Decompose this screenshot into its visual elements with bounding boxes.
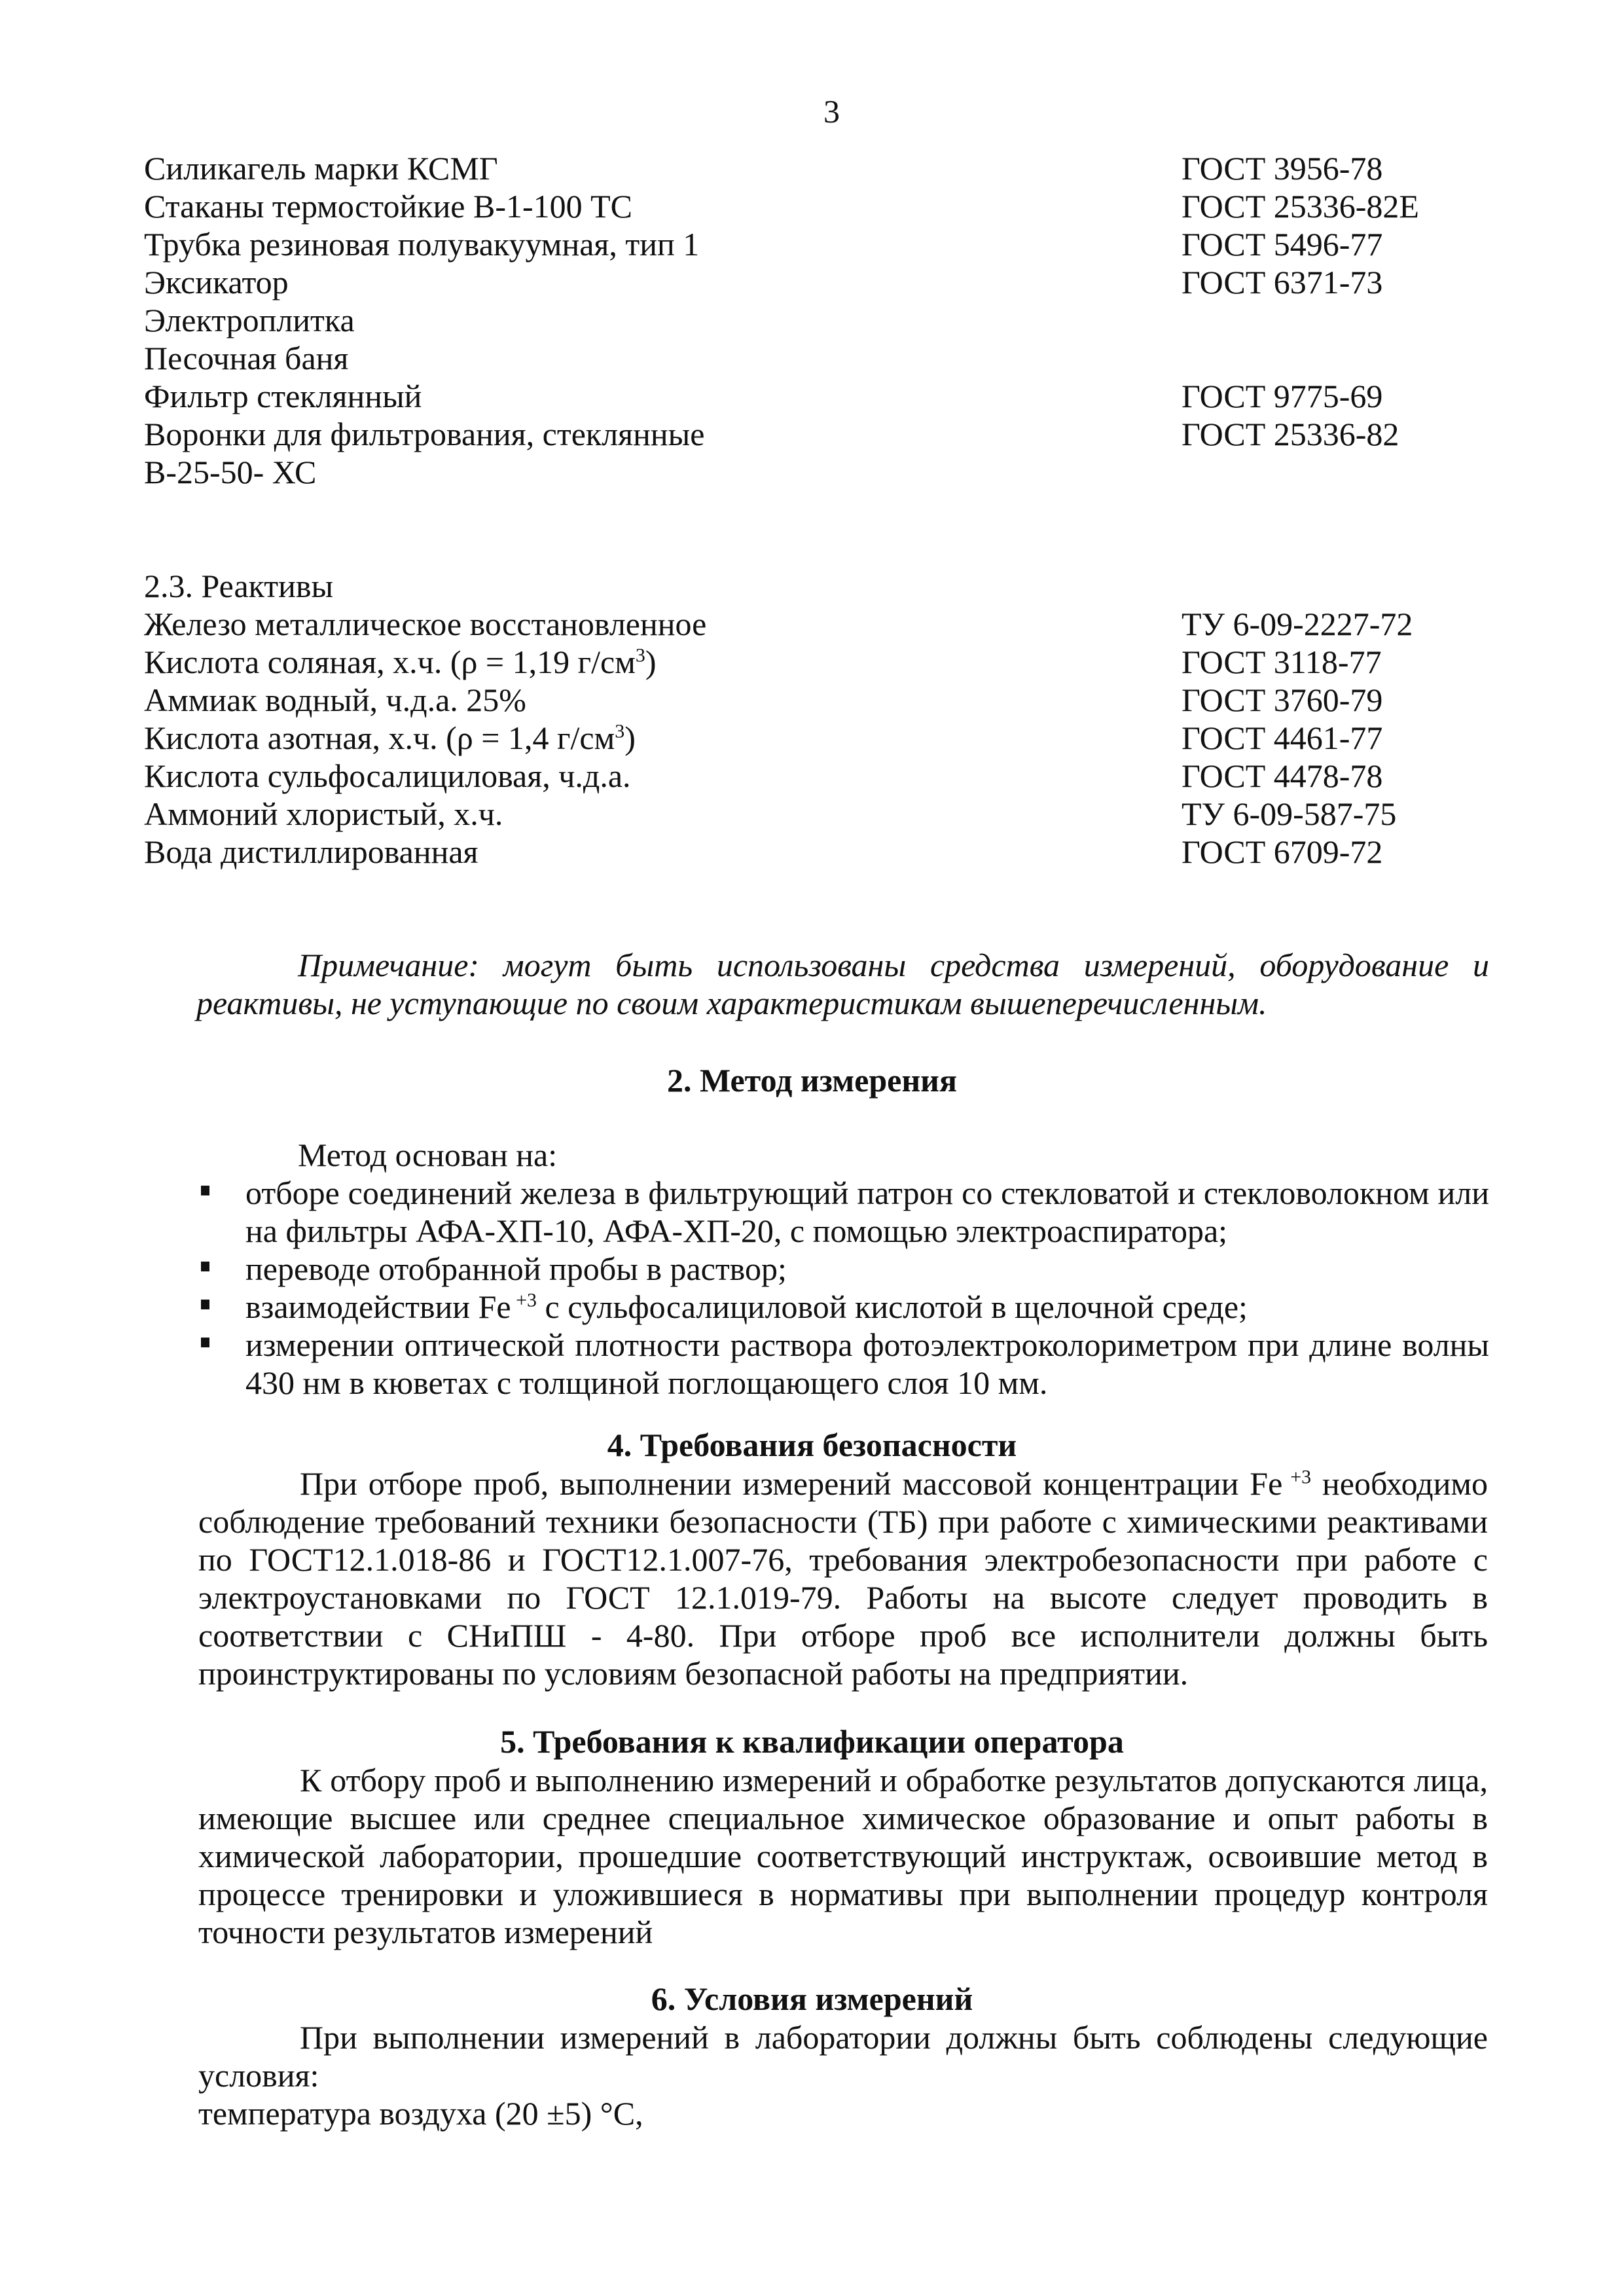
- equipment-item-name: Эксикатор: [144, 264, 289, 301]
- method-list: [245, 1174, 1489, 1402]
- section-2-title: 2. Метод измерения: [666, 1062, 958, 1099]
- reagent-std: ГОСТ 4478-78: [1182, 757, 1383, 794]
- list-item: [245, 1174, 1489, 1250]
- section-5-text: К отбору проб и выполнению измерений и обработке результатов допускаются лица, имеющие высшее или среднее специальное химическое образование и опыт работы в химической лаборатории, прошедшие соответствующий инструктаж, освоившие метод в процессе тренировки и уложившиеся в нормативы при выполнении процедур контроля точности результатов измерений: [198, 1762, 1488, 1950]
- section-4-text: [198, 1465, 1488, 1692]
- bullet-marker: [201, 1186, 209, 1195]
- list-item-text: отборе соединений железа в фильтрующий патрон со стекловатой и стекловолокном или на фильтры АФА-ХП-10, АФА-ХП-20, с помощью электроаспиратора;: [245, 1175, 1489, 1249]
- page-number: 3: [823, 93, 840, 130]
- list-item: [245, 1326, 1489, 1402]
- bullet-marker: [201, 1338, 209, 1347]
- equipment-item-name: Электроплитка: [144, 302, 355, 338]
- list-item-text: измерении оптической плотности раствора фотоэлектроколориметром при длине волны 430 нм в кюветах с толщиной поглощающего слоя 10 мм.: [245, 1326, 1489, 1401]
- equipment-item-std: ГОСТ 25336-82: [1182, 416, 1399, 452]
- section-6-title: 6. Условия измерений: [651, 1980, 973, 2017]
- reagent-std: ГОСТ 3760-79: [1182, 682, 1383, 718]
- reagent-name-tail: ): [624, 720, 636, 756]
- equipment-item-name: В-25-50- ХС: [144, 454, 317, 490]
- reagent-name: Кислота сульфосалициловая, ч.д.а.: [144, 757, 631, 794]
- section-4-text-pre: При отборе проб, выполнении измерений массовой концентрации Fe: [300, 1465, 1283, 1502]
- equipment-item-name: Стаканы термостойкие В-1-100 ТС: [144, 188, 633, 225]
- reagent-std: ГОСТ 6709-72: [1182, 833, 1383, 870]
- bullet-marker: [201, 1262, 209, 1271]
- reagents-heading: 2.3. Реактивы: [144, 568, 334, 604]
- reagent-name-sup: 3: [615, 720, 625, 742]
- list-item-text: переводе отобранной пробы в раствор;: [245, 1250, 787, 1287]
- section-5-title: 5. Требования к квалификации оператора: [500, 1723, 1124, 1760]
- reagent-name: [144, 719, 636, 757]
- method-lead: Метод основан на:: [298, 1137, 558, 1173]
- reagent-std: ГОСТ 4461-77: [1182, 720, 1383, 756]
- reagent-name: Аммоний хлористый, х.ч.: [144, 795, 503, 832]
- equipment-item-name: Фильтр стеклянный: [144, 378, 422, 414]
- equipment-item-std: ГОСТ 5496-77: [1182, 226, 1383, 263]
- equipment-item-name: Воронки для фильтрования, стеклянные: [144, 416, 705, 452]
- reagent-name-text: Кислота азотная, х.ч. (ρ = 1,4 г/см: [144, 720, 615, 756]
- reagent-name-text: Кислота соляная, х.ч. (ρ = 1,19 г/см: [144, 644, 636, 680]
- section-4-text-post: необходимо соблюдение требований техники безопасности (ТБ) при работе с химическими реактивами по ГОСТ12.1.018-86 и ГОСТ12.1.007-76, требования электробезопасности при работе с электроустановками по ГОСТ 12.1.019-79. Работы на высоте следует проводить в соответствии с СНиПШ - 4-80. При отборе проб все исполнители должны быть проинструктированы по условиям безопасной работы на предприятии.: [198, 1465, 1489, 1692]
- section-6-intro: При выполнении измерений в лаборатории должны быть соблюдены следующие условия:: [198, 2019, 1488, 2094]
- list-item-sup: +3: [511, 1289, 537, 1311]
- bullet-marker: [201, 1300, 209, 1309]
- section-6-temperature: температура воздуха (20 ±5) °С,: [198, 2095, 643, 2132]
- equipment-item-name: Силикагель марки КСМГ: [144, 150, 498, 187]
- reagent-std: ГОСТ 3118-77: [1182, 644, 1382, 680]
- reagent-name: Вода дистиллированная: [144, 833, 478, 870]
- equipment-item-std: ГОСТ 6371-73: [1182, 264, 1383, 301]
- equipment-item-std: ГОСТ 25336-82Е: [1182, 188, 1419, 225]
- list-item: [245, 1250, 1489, 1288]
- list-item-text-pre: взаимодействии Fe: [245, 1288, 511, 1325]
- list-item-text-post: с сульфосалициловой кислотой в щелочной среде;: [537, 1288, 1248, 1325]
- note-paragraph: Примечание: могут быть использованы средства измерений, оборудование и реактивы, не уступающие по своим характеристикам вышеперечисленным.: [196, 947, 1489, 1021]
- list-item: [245, 1288, 1489, 1326]
- reagent-std: ТУ 6-09-587-75: [1182, 795, 1397, 832]
- reagent-name-tail: ): [645, 644, 657, 680]
- equipment-item-name: Трубка резиновая полувакуумная, тип 1: [144, 226, 700, 263]
- reagent-name: [144, 643, 657, 681]
- reagent-std: ТУ 6-09-2227-72: [1182, 606, 1413, 642]
- reagent-name: Аммиак водный, ч.д.а. 25%: [144, 682, 526, 718]
- equipment-item-name: Песочная баня: [144, 340, 349, 376]
- equipment-item-std: ГОСТ 9775-69: [1182, 378, 1383, 414]
- reagent-name-sup: 3: [635, 644, 645, 666]
- equipment-item-std: ГОСТ 3956-78: [1182, 150, 1383, 187]
- reagent-name: Железо металлическое восстановленное: [144, 606, 707, 642]
- section-4-title: 4. Требования безопасности: [607, 1427, 1017, 1463]
- section-4-sup: +3: [1282, 1466, 1312, 1488]
